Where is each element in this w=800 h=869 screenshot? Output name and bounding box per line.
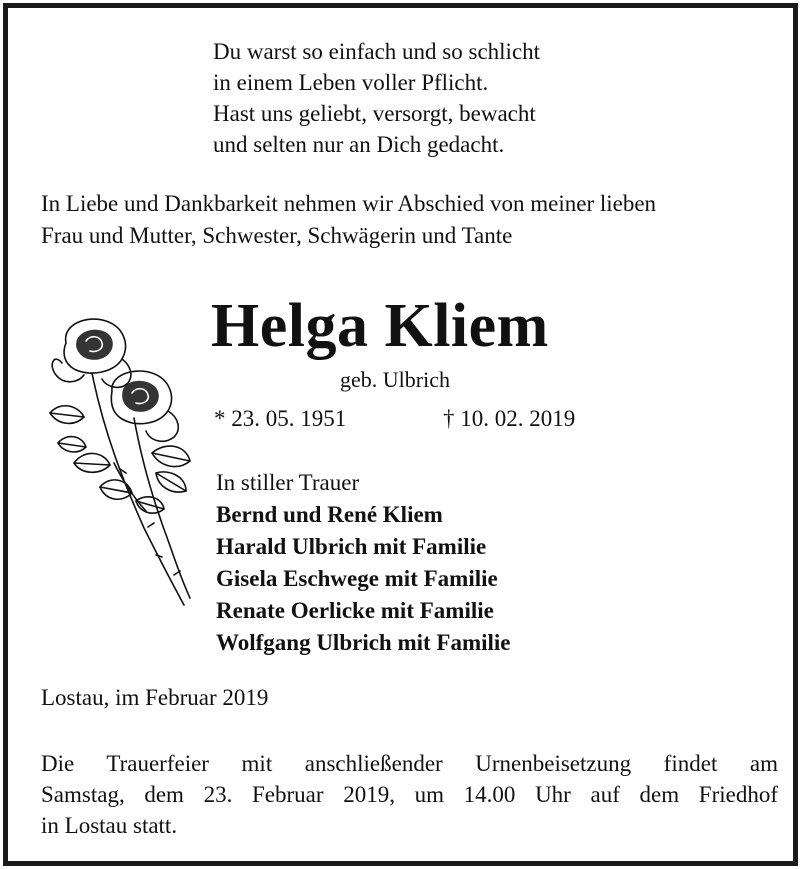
deceased-name: Helga Kliem	[211, 292, 549, 360]
ceremony-line: Samstag, dem 23. Februar 2019, um 14.00 Uhr auf dem Friedhof	[41, 782, 778, 807]
maiden-name: geb. Ulbrich	[340, 367, 450, 392]
birth-date: * 23. 05. 1951	[214, 406, 347, 431]
ceremony-line: in Lostau statt.	[41, 813, 178, 838]
mourner-name: Harald Ulbrich mit Familie	[216, 534, 487, 559]
poem-line: in einem Leben voller Pflicht.	[213, 70, 489, 95]
obituary-frame	[3, 3, 798, 866]
mourners-block	[216, 467, 511, 659]
place-date: Lostau, im Februar 2019	[41, 685, 269, 710]
mourner-name: Renate Oerlicke mit Familie	[216, 598, 494, 623]
mourner-name: Gisela Eschwege mit Familie	[216, 566, 498, 591]
intro-line: In Liebe und Dankbarkeit nehmen wir Abschied von meiner lieben	[41, 191, 657, 216]
intro-line: Frau und Mutter, Schwester, Schwägerin und Tante	[41, 223, 513, 248]
poem-line: Du warst so einfach und so schlicht	[213, 39, 541, 64]
poem	[213, 36, 540, 160]
ceremony-line: Die Trauerfeier mit anschließender Urnenbeisetzung findet am	[41, 751, 778, 776]
mourning-heading: In stiller Trauer	[216, 470, 360, 495]
ceremony-notice	[41, 748, 778, 841]
mourner-name: Wolfgang Ulbrich mit Familie	[216, 630, 511, 655]
intro-text	[41, 188, 781, 252]
death-date: † 10. 02. 2019	[443, 406, 576, 431]
poem-line: Hast uns geliebt, versorgt, bewacht	[213, 101, 536, 126]
mourner-name: Bernd und René Kliem	[216, 502, 443, 527]
roses-icon	[44, 313, 199, 613]
poem-line: und selten nur an Dich gedacht.	[213, 132, 505, 157]
